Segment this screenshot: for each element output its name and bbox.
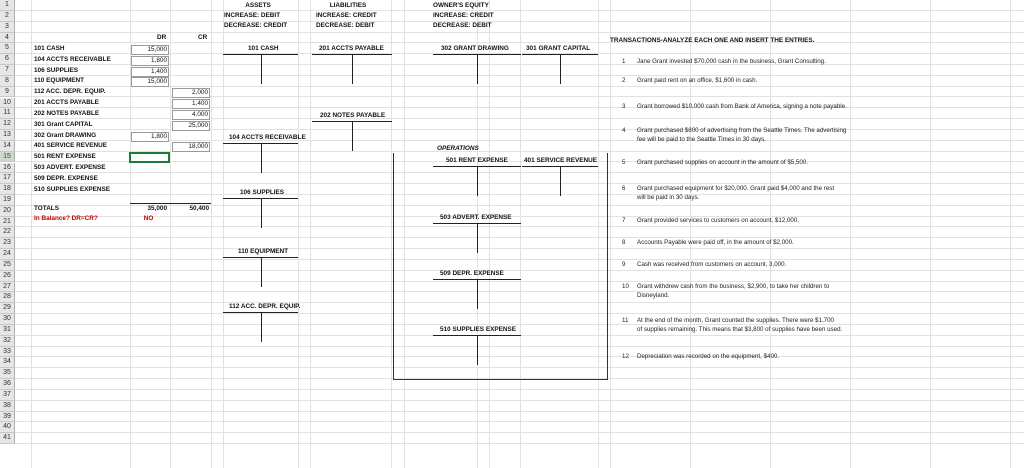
transaction-number: 1: [622, 58, 626, 65]
taccount-equipment-label: 110 EQUIPMENT: [238, 248, 289, 255]
balance-value: NO: [143, 215, 154, 222]
row-header[interactable]: 16: [0, 163, 15, 174]
taccount-center-rule: [560, 166, 561, 196]
taccount-depr-label: 509 DEPR. EXPENSE: [440, 270, 504, 277]
row-header[interactable]: 7: [0, 65, 15, 76]
taccount-center-rule: [477, 223, 478, 253]
row-header[interactable]: 34: [0, 357, 15, 368]
row-header[interactable]: 24: [0, 249, 15, 260]
tb-account-name[interactable]: 302 Grant DRAWING: [34, 131, 97, 139]
operations-box-left: [393, 153, 394, 380]
tb-dr-value[interactable]: 1,800: [131, 132, 169, 142]
transaction-number: 2: [622, 77, 626, 84]
assets-decrease: DECREASE: CREDIT: [224, 22, 288, 29]
row-header[interactable]: 21: [0, 217, 15, 228]
taccount-np-label: 202 NOTES PAYABLE: [320, 112, 386, 119]
transaction-text: Cash was received from customers on account, 3,000.: [637, 261, 787, 268]
dr-label: DR: [157, 34, 167, 41]
transaction-text: At the end of the month, Grant counted the supplies. There were $1,700: [637, 317, 834, 324]
row-header[interactable]: 3: [0, 22, 15, 33]
tb-account-name[interactable]: 110 EQUIPMENT: [34, 77, 85, 85]
column-gridline: [1010, 0, 1011, 468]
column-gridline: [770, 0, 771, 468]
tb-dr-value[interactable]: 1,800: [131, 56, 169, 66]
row-header[interactable]: 15: [0, 152, 15, 163]
totals-label: TOTALS: [34, 205, 59, 212]
row-header[interactable]: 26: [0, 271, 15, 282]
row-header[interactable]: 13: [0, 130, 15, 141]
tb-dr-value[interactable]: 15,000: [131, 45, 169, 55]
transaction-number: 8: [622, 239, 626, 246]
taccount-advert-label: 503 ADVERT. EXPENSE: [440, 214, 512, 221]
taccount-center-rule: [477, 54, 478, 84]
taccount-center-rule: [261, 312, 262, 342]
row-header[interactable]: 23: [0, 238, 15, 249]
column-gridline: [850, 0, 851, 468]
balance-label: In Balance? DR=CR?: [34, 215, 98, 222]
taccount-supplies-label: 106 SUPPLIES: [240, 189, 285, 196]
liabilities-increase: INCREASE: CREDIT: [316, 12, 377, 19]
tb-account-name[interactable]: 509 DEPR. EXPENSE: [34, 174, 98, 182]
transaction-number: 4: [622, 127, 626, 134]
column-gridline: [211, 0, 212, 468]
row-header[interactable]: 33: [0, 347, 15, 358]
row-header[interactable]: 40: [0, 422, 15, 433]
column-gridline: [391, 0, 392, 468]
row-header[interactable]: 12: [0, 119, 15, 130]
equity-increase: INCREASE: CREDIT: [433, 12, 494, 19]
taccount-center-rule: [261, 257, 262, 287]
tb-cr-value[interactable]: 18,000: [172, 142, 210, 152]
tb-cr-value[interactable]: 2,000: [172, 88, 210, 98]
column-gridline: [598, 0, 599, 468]
column-gridline: [930, 0, 931, 468]
transaction-text: Grant purchased equipment for $20,000. Grant paid $4,000 and the rest: [637, 185, 835, 192]
row-header[interactable]: 19: [0, 195, 15, 206]
taccount-ap-label: 201 ACCTS PAYABLE: [319, 45, 384, 52]
taccount-capital-label: 301 GRANT CAPITAL: [526, 45, 591, 52]
transaction-text: Grant purchased $800 of advertising from the Seattle Times. The advertising: [637, 127, 847, 134]
row-header[interactable]: 31: [0, 325, 15, 336]
row-header[interactable]: 30: [0, 314, 15, 325]
transaction-number: 3: [622, 103, 626, 110]
transaction-text: Disneyland.: [637, 292, 670, 299]
column-gridline: [170, 0, 171, 468]
row-header[interactable]: 36: [0, 379, 15, 390]
tb-cr-value[interactable]: 4,000: [172, 110, 210, 120]
operations-label: OPERATIONS: [437, 145, 479, 152]
column-gridline: [690, 0, 691, 468]
tb-dr-value[interactable]: 1,400: [131, 67, 169, 77]
taccount-accdepr-label: 112 ACC. DEPR. EQUIP.: [229, 303, 301, 310]
column-gridline: [298, 0, 299, 468]
transaction-text: will be paid in 30 days.: [637, 194, 700, 201]
row-header[interactable]: 35: [0, 368, 15, 379]
transaction-number: 6: [622, 185, 626, 192]
transaction-number: 10: [622, 283, 629, 290]
tb-account-name[interactable]: 503 ADVERT. EXPENSE: [34, 164, 106, 172]
tb-account-name[interactable]: 112 ACC. DEPR. EQUIP.: [34, 88, 106, 96]
equity-title: OWNER'S EQUITY: [433, 2, 489, 9]
tb-account-name[interactable]: 202 NOTES PAYABLE: [34, 109, 100, 117]
taccount-center-rule: [261, 198, 262, 228]
equity-decrease: DECREASE: DEBIT: [433, 22, 492, 29]
selected-cell[interactable]: [129, 152, 170, 163]
transaction-text: Depreciation was recorded on the equipment, $400.: [637, 353, 780, 360]
transaction-text: Grant withdrew cash from the business, $2,900, to take her children to: [637, 283, 830, 290]
row-header[interactable]: 6: [0, 54, 15, 65]
taccount-cash-label: 101 CASH: [248, 45, 279, 52]
row-header[interactable]: 5: [0, 43, 15, 54]
row-header[interactable]: 9: [0, 87, 15, 98]
operations-box-bottom: [393, 379, 608, 380]
row-header[interactable]: 37: [0, 390, 15, 401]
tb-cr-value[interactable]: 1,400: [172, 99, 210, 109]
row-header[interactable]: 39: [0, 412, 15, 423]
tb-account-name[interactable]: 101 CASH: [34, 45, 65, 52]
tb-account-name[interactable]: 106 SUPPLIES: [34, 66, 79, 74]
row-header[interactable]: 1: [0, 0, 15, 11]
transaction-text: Grant provided services to customers on account, $12,000.: [637, 217, 799, 224]
taccount-service-label: 401 SERVICE REVENUE: [524, 157, 598, 164]
liabilities-decrease: DECREASE: DEBIT: [316, 22, 375, 29]
totals-cr: 50,400: [189, 205, 209, 212]
row-header[interactable]: 8: [0, 76, 15, 87]
row-header[interactable]: 17: [0, 173, 15, 184]
tb-account-name[interactable]: 501 RENT EXPENSE: [34, 153, 96, 161]
row-header[interactable]: 27: [0, 282, 15, 293]
taccount-center-rule: [477, 335, 478, 365]
column-gridline: [31, 0, 32, 468]
tb-cr-value[interactable]: 25,000: [172, 121, 210, 131]
taccount-center-rule: [352, 54, 353, 84]
totals-dr: 35,000: [147, 205, 167, 212]
transaction-number: 9: [622, 261, 626, 268]
taccount-ar-label: 104 ACCTS RECEIVABLE: [229, 134, 306, 141]
row-header[interactable]: 38: [0, 401, 15, 412]
column-gridline: [489, 0, 490, 468]
column-gridline: [520, 0, 521, 468]
row-header[interactable]: 4: [0, 33, 15, 44]
column-gridline: [404, 0, 405, 468]
taccount-center-rule: [261, 54, 262, 84]
operations-box-right: [607, 153, 608, 380]
row-header[interactable]: 32: [0, 336, 15, 347]
taccount-center-rule: [477, 279, 478, 309]
transaction-text: Grant paid rent on an office, $1,600 in cash.: [637, 77, 758, 84]
tb-account-name[interactable]: 301 Grant CAPITAL: [34, 120, 93, 128]
transaction-number: 7: [622, 217, 626, 224]
cr-label: CR: [198, 34, 208, 41]
transaction-number: 5: [622, 159, 626, 166]
transaction-text: Grant purchased supplies on account in the amount of $5,500.: [637, 159, 808, 166]
liabilities-title: LIABILITIES: [329, 2, 367, 9]
transaction-text: of supplies remaining. This means that $3,800 of supplies have been used.: [637, 326, 843, 333]
taccount-center-rule: [261, 143, 262, 173]
taccount-rent-label: 501 RENT EXPENSE: [446, 157, 508, 164]
row-header[interactable]: 22: [0, 227, 15, 238]
transactions-title: TRANSACTIONS-ANALYZE EACH ONE AND INSERT THE ENTRIES.: [610, 37, 815, 44]
column-gridline: [223, 0, 224, 468]
tb-dr-value[interactable]: 15,000: [131, 77, 169, 87]
taccount-center-rule: [560, 54, 561, 84]
row-header[interactable]: 41: [0, 433, 15, 444]
row-header[interactable]: 28: [0, 292, 15, 303]
column-gridline: [310, 0, 311, 468]
tb-account-name[interactable]: 510 SUPPLIES EXPENSE: [34, 185, 111, 193]
transaction-number: 12: [622, 353, 629, 360]
column-gridline: [610, 0, 611, 468]
assets-increase: INCREASE: DEBIT: [224, 12, 281, 19]
row-header[interactable]: 18: [0, 184, 15, 195]
transaction-text: Jane Grant invested $70,000 cash in the business, Grant Consulting.: [637, 58, 826, 65]
transaction-text: fee will be paid to the Seattle Times in 30 days.: [637, 136, 766, 143]
row-header[interactable]: 29: [0, 303, 15, 314]
row-header[interactable]: 11: [0, 108, 15, 119]
tb-account-name[interactable]: 104 ACCTS RECEIVABLE: [34, 55, 111, 63]
row-header[interactable]: 10: [0, 98, 15, 109]
taccount-center-rule: [352, 121, 353, 151]
transaction-text: Accounts Payable were paid off, in the amount of $2,000.: [637, 239, 794, 246]
row-header[interactable]: 20: [0, 206, 15, 217]
row-header[interactable]: 2: [0, 11, 15, 22]
totals-rule: [130, 203, 211, 204]
transaction-number: 11: [622, 317, 629, 324]
taccount-suppexp-label: 510 SUPPLIES EXPENSE: [440, 326, 517, 333]
row-header[interactable]: 14: [0, 141, 15, 152]
assets-title: ASSETS: [245, 2, 271, 9]
transaction-text: Grant borrowed $10,000 cash from Bank of America, signing a note payable.: [637, 103, 847, 110]
tb-account-name[interactable]: 201 ACCTS PAYABLE: [34, 99, 99, 107]
taccount-center-rule: [477, 166, 478, 196]
row-header[interactable]: 25: [0, 260, 15, 271]
tb-account-name[interactable]: 401 SERVICE REVENUE: [34, 142, 108, 150]
taccount-drawing-label: 302 GRANT DRAWING: [441, 45, 509, 52]
